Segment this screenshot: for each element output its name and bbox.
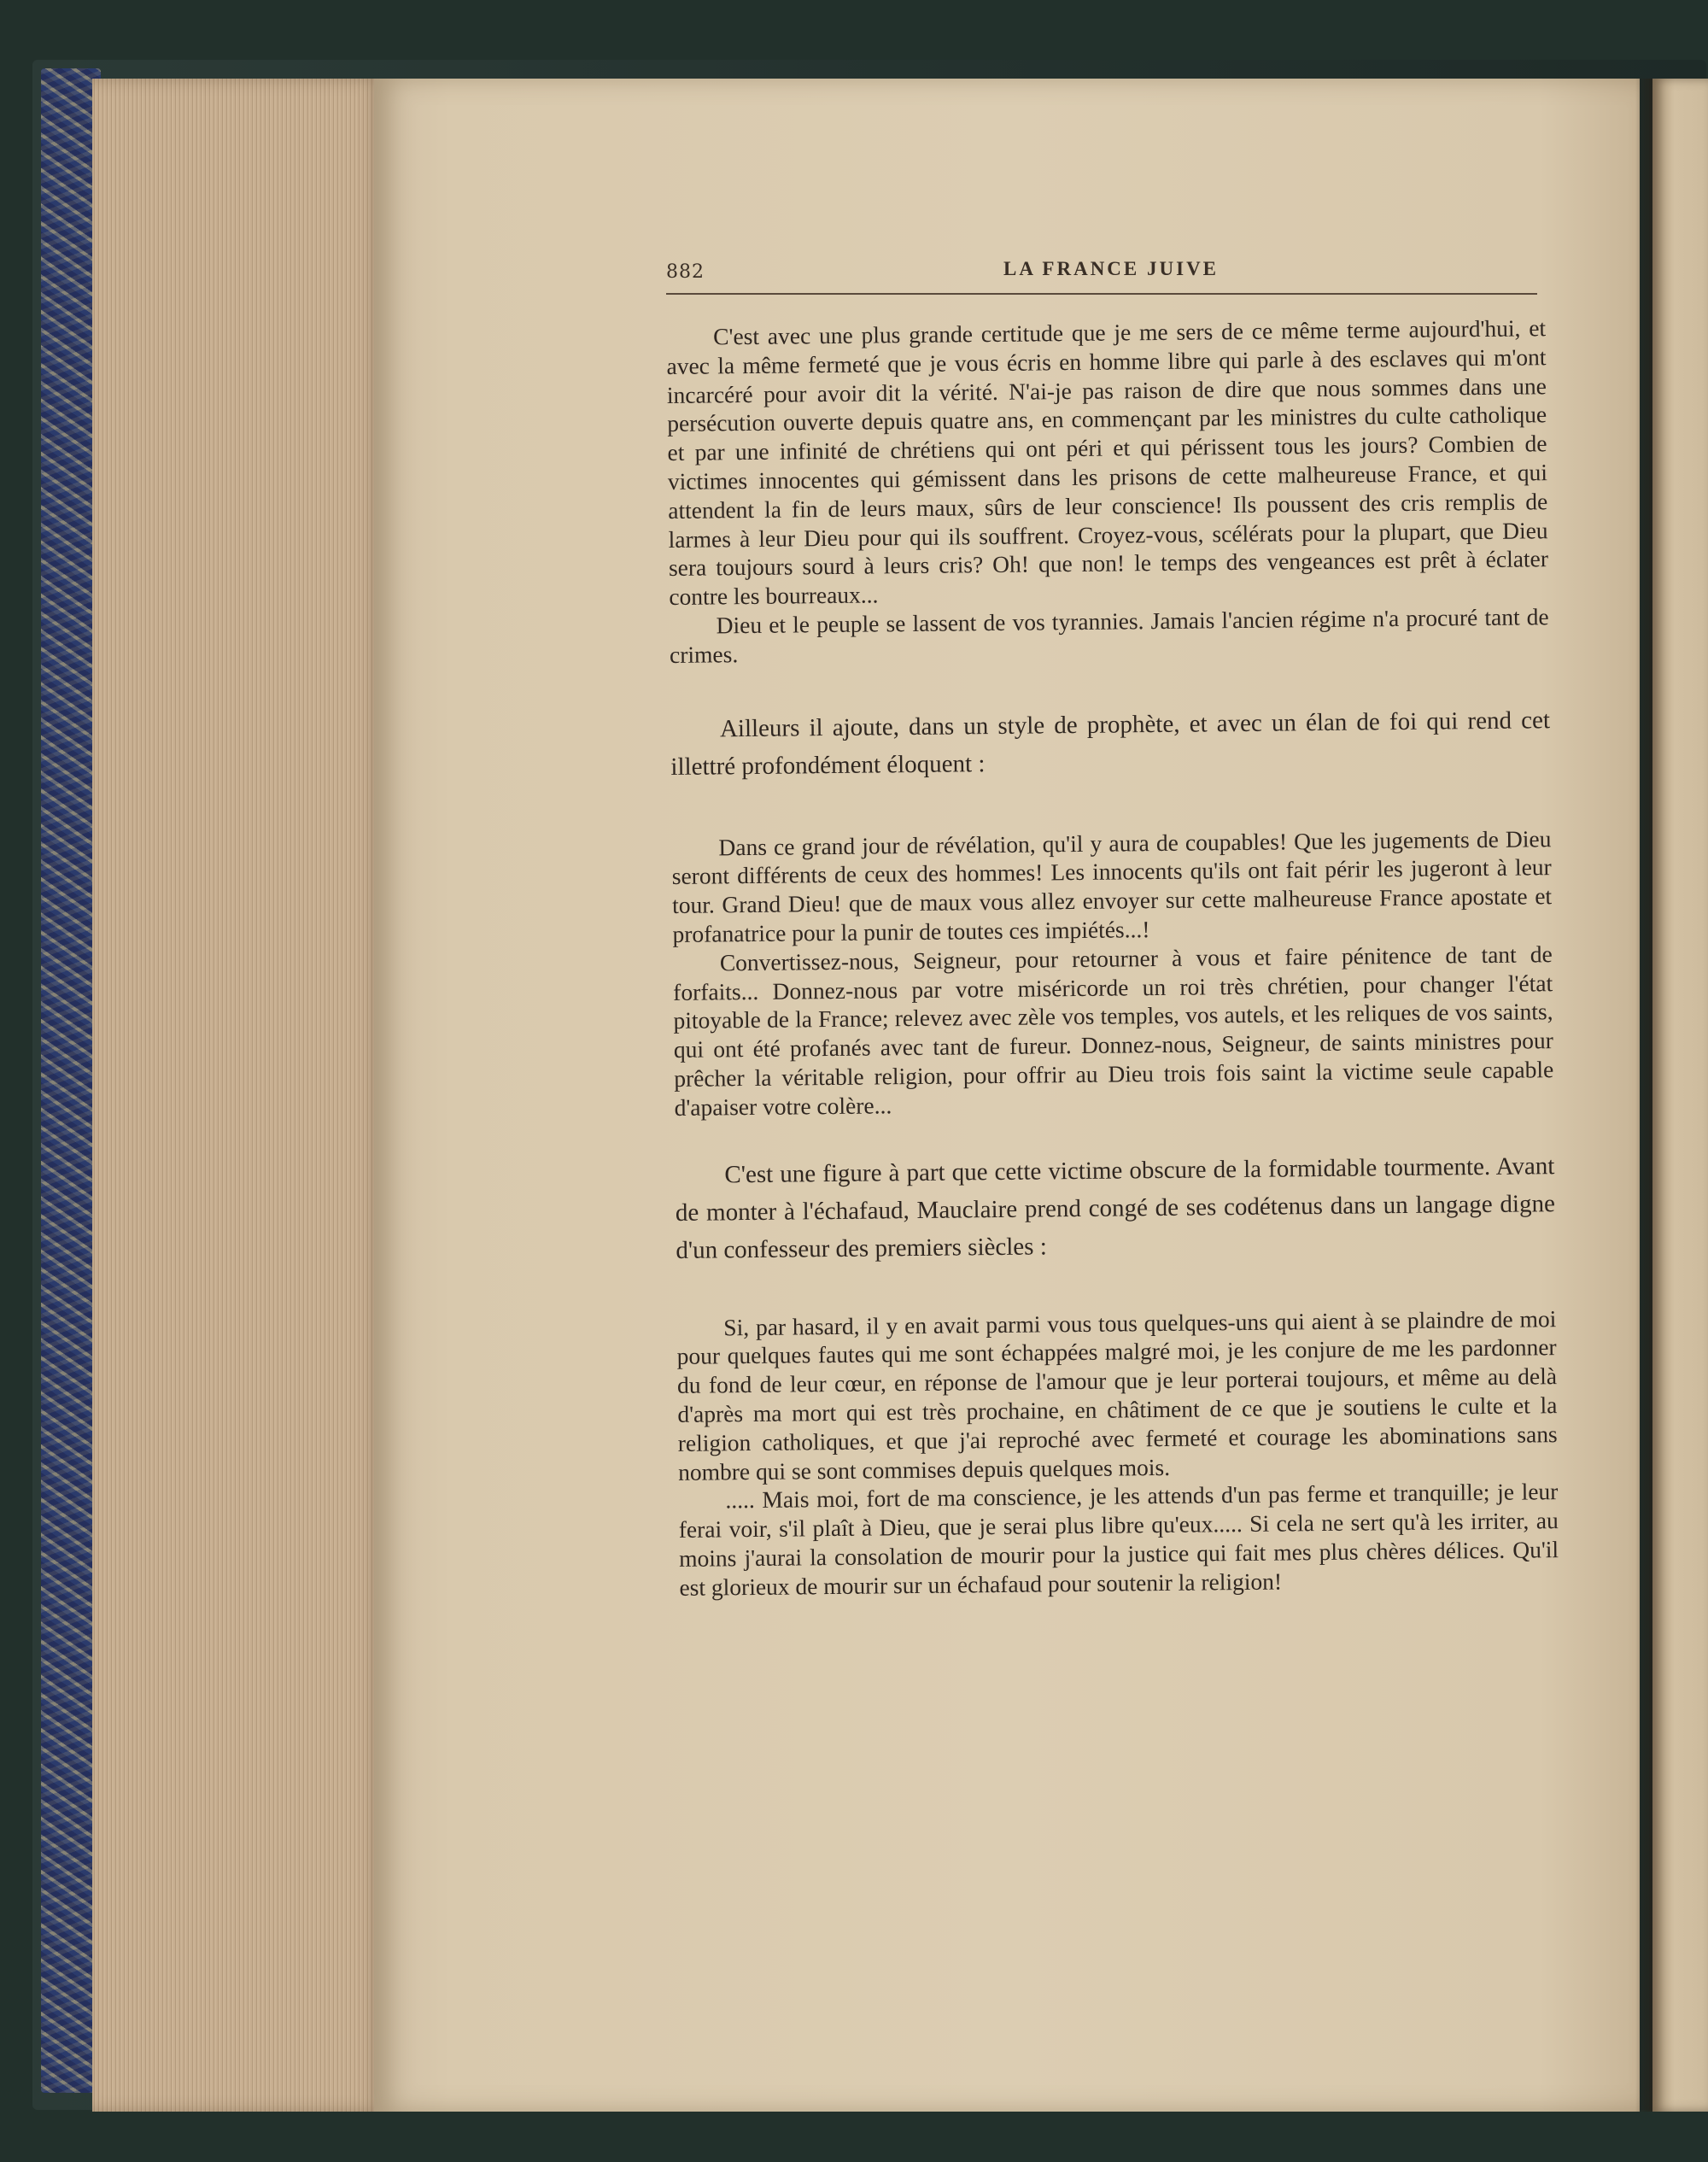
quote-block-1 — [666, 313, 1549, 669]
gutter-shadow — [1635, 79, 1654, 2112]
quote-2-paragraph-2: Convertissez-nous, Seigneur, pour retourner à vous et faire pénitence de tant de forfaits... Donnez-nous par votre miséricorde un roi très chrétien, pour changer l'état pitoyable de la France; relevez avec zèle vos temples, vos autels, et les reliques de vos saints, qui ont été profanés avec tant de fureur. Donnez-nous, Seigneur, de saints ministres pour prêcher la véritable religion, pour offrir au Dieu trois fois saint la victime seule capable d'apaiser votre colère... — [673, 940, 1554, 1121]
facing-page-edge — [1652, 79, 1708, 2112]
quote-1-paragraph-2: Dieu et le peuple se lassent de vos tyrannies. Jamais l'ancien régime n'a procuré tant de crimes. — [669, 603, 1549, 668]
page-edges — [92, 79, 383, 2112]
page-number: 882 — [666, 261, 705, 283]
quote-block-3 — [676, 1304, 1559, 1602]
quote-block-2 — [671, 824, 1553, 1122]
body-text — [666, 313, 1559, 1602]
page-header — [666, 253, 1546, 287]
header-rule — [666, 293, 1537, 295]
narration-paragraph-1: Ailleurs il ajoute, dans un style de prophète, et avec un élan de foi qui rend cet illettré profondément éloquent : — [670, 706, 1551, 781]
quote-1-paragraph-1: C'est avec une plus grande certitude que je me sers de ce même terme aujourd'hui, et avec la même fermeté que je vous écris en homme libre qui parle à des esclaves qui m'ont incarcéré pour avoir dit la vérité. N'ai-je pas raison de dire que nous sommes dans une persécution ouverte depuis quatre ans, en commençant par les ministres du culte catholique et par une infinité de chrétiens qui ont péri et qui périssent tous les jours? Combien de victimes innocentes qui gémissent dans les prisons de cette malheureuse France, et qui attendent la fin de leurs maux, sûrs de leur conscience! Ils poussent des cris remplis de larmes à leur Dieu pour qui ils souffrent. Croyez-vous, scélérats pour la plupart, que Dieu sera toujours sourd à leurs cris? Oh! que non! le temps des vengeances est prêt à éclater contre les bourreaux... — [666, 314, 1549, 611]
narration-paragraph-2: C'est une figure à part que cette victime obscure de la formidable tourmente. Avant de monter à l'échafaud, Mauclaire prend congé de ses codétenus dans un langage digne d'un confesseur des premiers siècles : — [675, 1151, 1556, 1264]
quote-3-paragraph-2: ..... Mais moi, fort de ma conscience, je les attends d'un pas ferme et tranquille; je leur ferai voir, s'il plaît à Dieu, que je serai plus libre qu'eux..... Si cela ne sert qu'à les irriter, au moins j'aurai la consolation de mourir pour la justice qui fait mes plus chères délices. Qu'il est glorieux de mourir sur un échafaud pour soutenir la religion! — [678, 1478, 1559, 1601]
quote-2-paragraph-1: Dans ce grand jour de révélation, qu'il y aura de coupables! Que les jugements de Dieu seront différents de ceux des hommes! Les innocents qu'ils ont fait périr les jugeront à leur tour. Grand Dieu! que de maux vous allez envoyer sur cette malheureuse France apostate et profanatrice pour la punir de toutes ces impiétés...! — [671, 824, 1553, 947]
running-title: LA FRANCE JUIVE — [1003, 258, 1220, 279]
quote-3-paragraph-1: Si, par hasard, il y en avait parmi vous tous quelques-uns qui aient à se plaindre de moi pour quelques fautes qui me sont échappées malgré moi, je les conjure de me les pardonner du fond de leur cœur, en réponse de l'amour que je leur porterai toujours, et même au delà d'après ma mort qui est très prochaine, en châtiment de ce que je soutiens le culte et la religion catholiques, et que j'ai reproché avec fermeté et courage les abominations sans nombre qui se sont commises depuis quelques mois. — [676, 1304, 1558, 1485]
